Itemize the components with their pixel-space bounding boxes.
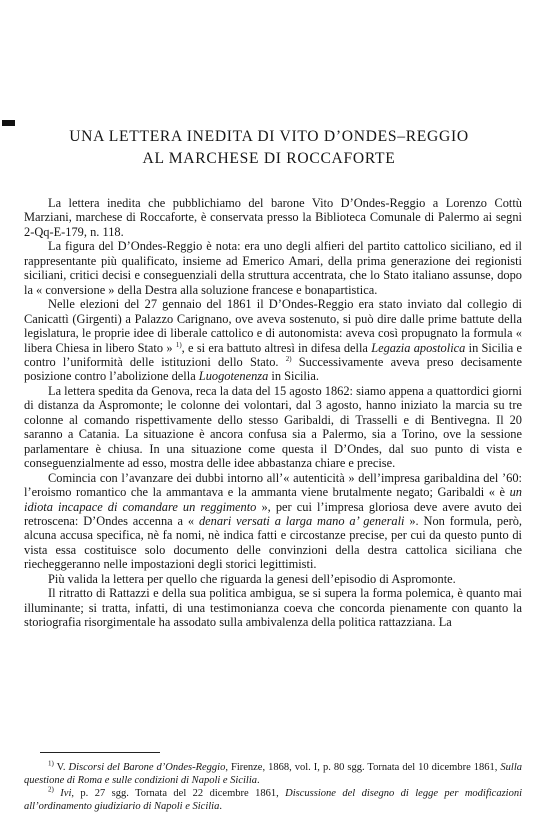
footnote-2-text-c: . — [219, 801, 222, 812]
footnote-2-emphasis-2: Discussione del disegno di legge per modificazioni all’ordinamento giudiziario di Napoli e Sicilia — [24, 788, 523, 812]
title-line-2: AL MARCHESE DI ROCCAFORTE — [142, 150, 396, 167]
footnote-rule — [40, 752, 160, 753]
p5-text-a: Comincia con l’avanzare dei dubbi intorno all’« autenticità » dell’impresa garibaldina del ’60: l’eroismo romantico che la ammantava e la ammanta viene brutalmente negato; Garibaldi « è — [24, 470, 522, 500]
title-line-1: UNA LETTERA INEDITA DI VITO D’ONDES–REGGIO — [69, 128, 469, 145]
footnotes — [24, 752, 522, 813]
p3-emphasis-1: Legazia apostolica — [371, 340, 466, 355]
footnote-1-emphasis-1: Discorsi del Barone d’Ondes-Reggio — [68, 762, 226, 773]
footnote-1 — [24, 761, 522, 787]
footnote-2 — [24, 787, 522, 813]
p3-text-d: Successivamente aveva preso decisamente posizione contro l’abolizione della — [24, 354, 522, 384]
footnote-2-marker: 2) — [48, 785, 54, 794]
paragraph-7: Il ritratto di Rattazzi e della sua politica ambigua, se si supera la forma polemica, è quanto mai illuminante; si tratta, infatti, di una testimonianza coeva che concorda pienamente con quanto la storiografia risorgimentale ha assodato sulla ambivalenza della politica rattazziana. La — [24, 586, 522, 630]
footnote-ref-2: 2) — [285, 354, 292, 363]
footnote-1-text-c: . — [257, 775, 260, 786]
paragraph-3 — [24, 297, 522, 384]
p3-text-b: , e si era battuto altresì in difesa della — [181, 340, 372, 355]
p5-emphasis-1: un idiota incapace di comandare un reggimento — [24, 485, 522, 514]
paragraph-1: La lettera inedita che pubblichiamo del barone Vito D’Ondes-Reggio a Lorenzo Cottù Marziani, marchese di Roccaforte, è conservata presso la Biblioteca Comunale di Palermo ai segni 2-Qq-E-179, n. 118. — [24, 196, 522, 239]
article-title — [14, 126, 524, 170]
p3-text-a: Nelle elezioni del 27 gennaio del 1861 il D’Ondes-Reggio era stato inviato dal collegio di Canicattì (Girgenti) a Palazzo Carignano, ove aveva sostenuto, si può dire dalle prime battute della legislatura, le proprie idee di liberale cattolico e di autonomista: aveva così propugnato la formula « libera Chiesa in libero Stato » — [24, 297, 522, 355]
footnote-1-text-a: V. — [53, 762, 69, 773]
footnote-2-text-b: , p. 27 sgg. Tornata del 22 dicembre 1861, — [71, 788, 286, 799]
paragraph-2: La figura del D’Ondes-Reggio è nota: era uno degli alfieri del partito cattolico siciliano, ed il rappresentante più qualificato, insieme ad Emerico Amari, della prima generazione dei regionisti siciliani, critici decisi e conseguenziali della struttura accentrata, che lo Stato italiano assunse, dopo la « conversione » della Destra alla soluzione francese e bonapartistica. — [24, 239, 522, 297]
paragraph-4: La lettera spedita da Genova, reca la data del 15 agosto 1862: siamo appena a quattordici giorni di distanza da Aspromonte; le colonne dei volontari, dal 3 agosto, hanno iniziato la marcia su tre colonne al comando rispettivamente dello stesso Garibaldi, di Trasselli e di Bentivegna. Il 20 saranno a Catania. La situazione è ancora confusa sia a Palermo, sia a Torino, ove la sessione parlamentare è chiusa. In una situazione come questa il D’Ondes, dal suo punto di vista e conseguenzialmente ad esso, mostra delle idee abbastanza chiare e precise. — [24, 383, 522, 471]
p5-emphasis-2: denari versati a larga mano a’ generali — [198, 513, 405, 528]
p3-emphasis-2: Luogotenenza — [198, 369, 269, 384]
p3-text-c: in Sicilia e contro l’uniformità delle istituzioni dello Stato. — [24, 340, 522, 369]
p5-text-c: ». Non formula, però, alcuna accusa specifica, nè fa nomi, nè indica fatti e circostanze precise, per cui da questo punto di vista essa costituisce solo documento delle convinzioni della destra cattolica siciliana che riecheggeranno nelle impostazioni degli storici legittimisti. — [24, 513, 522, 572]
footnote-1-emphasis-2: Sulla questione di Roma e sulle condizioni di Napoli e Sicilia — [24, 762, 522, 786]
paragraph-5 — [24, 471, 522, 572]
p3-text-e: in Sicilia. — [268, 369, 319, 384]
footnote-1-marker: 1) — [48, 759, 54, 768]
footnote-1-text-b: , Firenze, 1868, vol. I, p. 80 sgg. Tornata del 10 dicembre 1861, — [225, 762, 501, 773]
article-body — [24, 196, 522, 630]
paragraph-6: Più valida la lettera per quello che riguarda la genesi dell’episodio di Aspromonte. — [48, 571, 456, 586]
footnote-ref-1: 1) — [175, 340, 182, 349]
footnote-2-emphasis-1: Ivi — [60, 788, 72, 799]
p5-text-b: », per cui l’impresa gloriosa deve avere avuto dei retroscena: D’Ondes accenna a « — [24, 499, 523, 528]
